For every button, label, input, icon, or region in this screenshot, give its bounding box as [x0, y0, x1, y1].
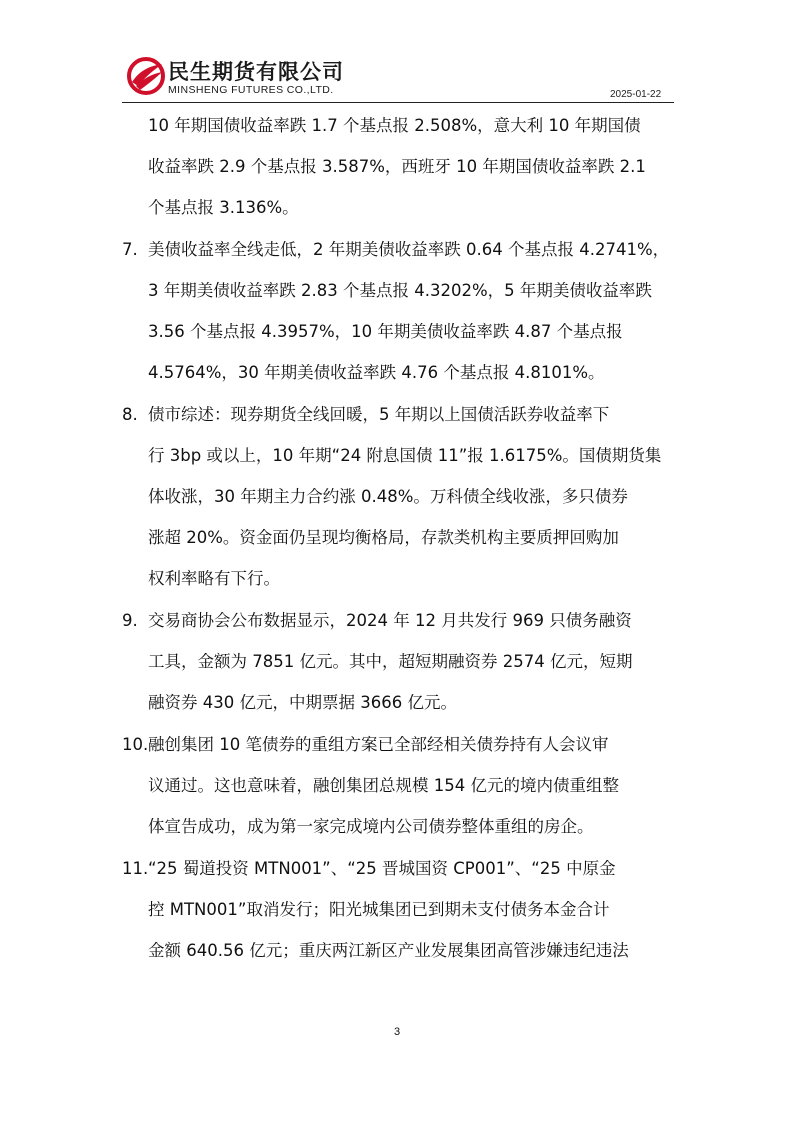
list-item-line: 融创集团 10 笔债券的重组方案已全部经相关债券持有人会议审	[148, 735, 609, 754]
body-line: 个基点报 3.136%。	[148, 198, 299, 217]
list-item-line: 3.56 个基点报 4.3957%，10 年期美债收益率跌 4.87 个基点报	[148, 322, 623, 341]
page-number: 3	[393, 1026, 401, 1038]
minsheng-logo-icon	[126, 56, 166, 96]
list-item-line: 体宣告成功，成为第一家完成境内公司债券整体重组的房企。	[148, 817, 594, 836]
list-item-number: 8.	[122, 405, 138, 424]
list-item-line: 4.5764%，30 年期美债收益率跌 4.76 个基点报 4.8101%。	[148, 363, 605, 382]
list-item-number: 11.	[122, 859, 149, 878]
list-item-line: 议通过。这也意味着，融创集团总规模 154 亿元的境内债重组整	[148, 776, 619, 795]
header-divider	[122, 102, 674, 103]
list-item-line: 工具，金额为 7851 亿元。其中，超短期融资券 2574 亿元，短期	[148, 652, 633, 671]
list-item-line: 行 3bp 或以上，10 年期“24 附息国债 11”报 1.6175%。国债期货集	[148, 446, 662, 465]
page-header	[0, 0, 794, 110]
list-item-number: 9.	[122, 611, 138, 630]
list-item-line: 融资券 430 亿元，中期票据 3666 亿元。	[148, 693, 457, 712]
list-item-line: “25 蜀道投资 MTN001”、“25 晋城国资 CP001”、“25 中原金	[148, 859, 616, 878]
list-item-line: 权利率略有下行。	[148, 569, 280, 588]
list-item-line: 债市综述：现券期货全线回暖，5 年期以上国债活跃券收益率下	[148, 405, 610, 424]
list-item-line: 控 MTN001”取消发行；阳光城集团已到期未支付债务本金合计	[148, 900, 610, 919]
list-item-line: 金额 640.56 亿元；重庆两江新区产业发展集团高管涉嫌违纪违法	[148, 941, 629, 960]
report-date: 2025-01-22	[610, 89, 662, 100]
list-item-line: 美债收益率全线走低，2 年期美债收益率跌 0.64 个基点报 4.2741%，	[148, 240, 670, 259]
list-item-line: 交易商协会公布数据显示，2024 年 12 月共发行 969 只债务融资	[148, 611, 632, 630]
company-name-en: MINSHENG FUTURES CO.,LTD.	[168, 84, 334, 96]
body-line: 收益率跌 2.9 个基点报 3.587%，西班牙 10 年期国债收益率跌 2.1	[148, 157, 646, 176]
list-item-number: 10.	[122, 735, 149, 754]
body-line: 10 年期国债收益率跌 1.7 个基点报 2.508%，意大利 10 年期国债	[148, 116, 641, 135]
list-item-line: 体收涨，30 年期主力合约涨 0.48%。万科债全线收涨，多只债券	[148, 487, 628, 506]
list-item-line: 涨超 20%。资金面仍呈现均衡格局，存款类机构主要质押回购加	[148, 528, 619, 547]
list-item-line: 3 年期美债收益率跌 2.83 个基点报 4.3202%，5 年期美债收益率跌	[148, 281, 652, 300]
list-item-number: 7.	[122, 240, 138, 259]
company-name-cn: 民生期货有限公司	[168, 60, 344, 84]
